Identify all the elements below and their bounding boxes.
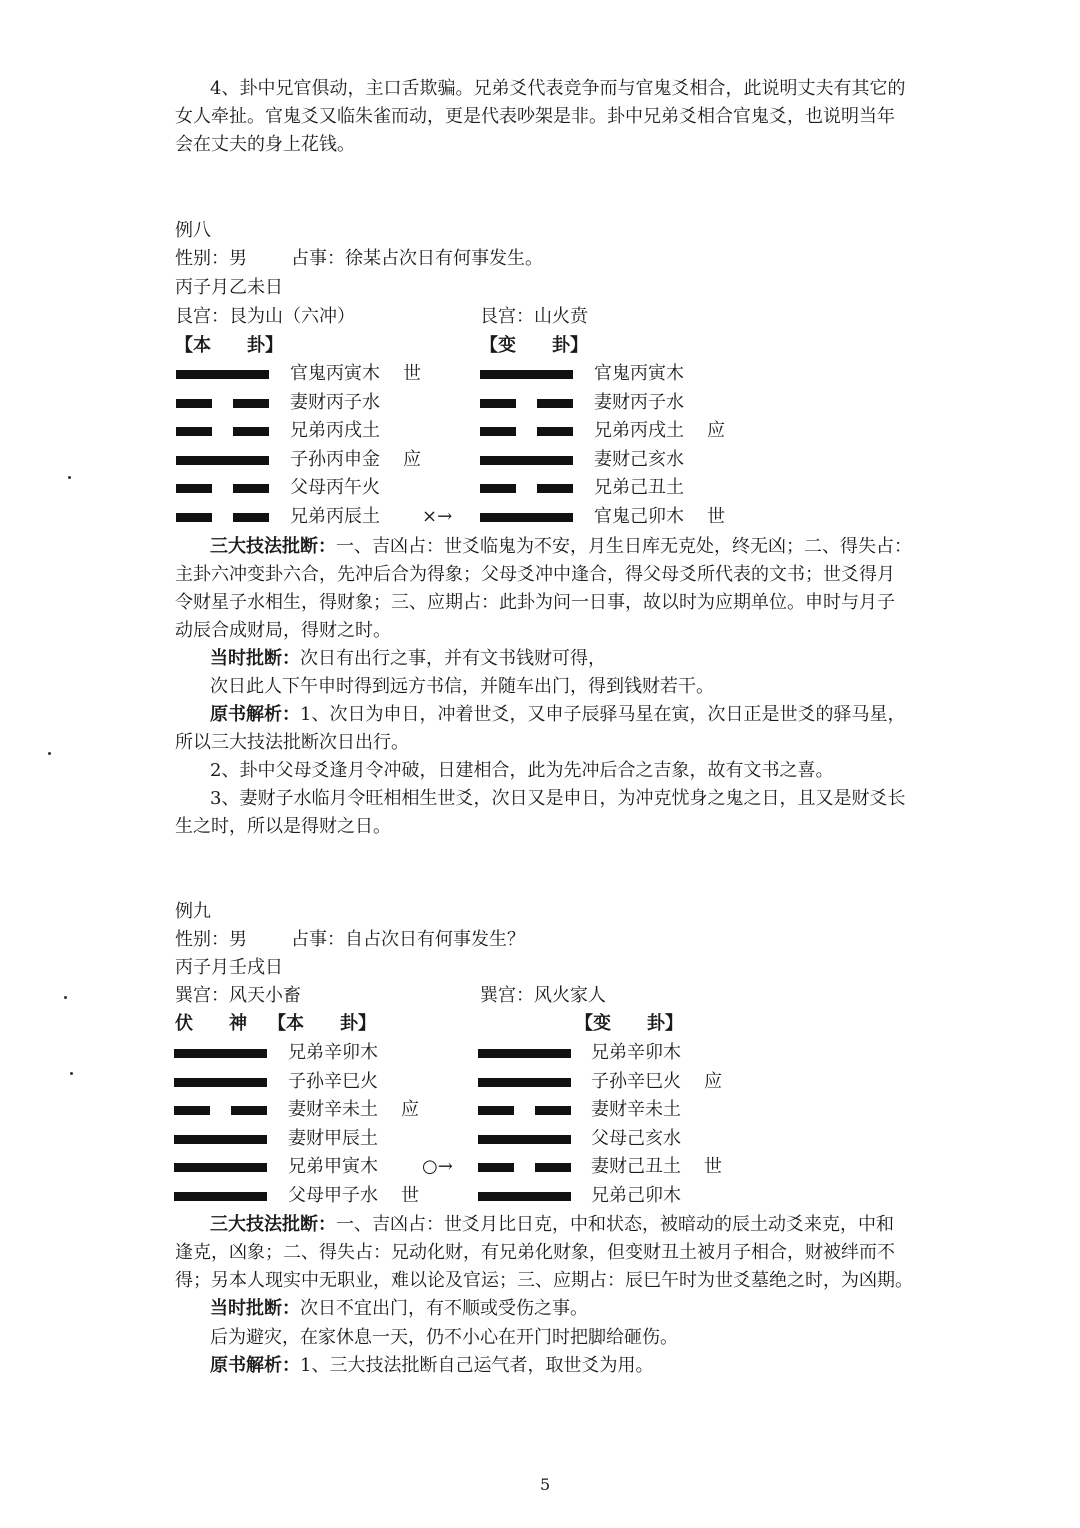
example-9-title: 例九 [175,901,211,922]
yang-line [174,1163,267,1172]
changed-line-marker: 应 [704,1070,722,1092]
hexagram-row [0,392,1080,414]
ex8-orig-line-1 [210,704,955,726]
ex9-orig-text-1: 1、三大技法批断自己运气者，取世爻为用。 [300,1355,654,1376]
ex9-header-main: 【本 卦】 [268,1013,376,1034]
ex9-analysis-line-3: 得；另本人现实中无职业，难以论及官运；三、应期占：辰巳午时为世爻墓绝之时，为凶期。 [175,1270,913,1291]
hexagram-row [0,1071,1080,1093]
changed-line-marker: 世 [704,1156,722,1177]
ex8-header-main: 【本 卦】 [175,335,283,356]
ex9-analysis-label: 三大技法批断： [210,1214,336,1235]
yang-line [174,1135,267,1144]
ex9-palace-main: 巽宫：风天小畜 [175,985,301,1006]
changed-line-label: 子孙辛巳火 [591,1070,681,1092]
ex9-judgment-line [210,1298,955,1320]
changed-line-label: 妻财辛未土 [591,1099,681,1120]
yin-line-right [537,484,573,493]
main-line-label: 父母丙午火 [290,477,380,498]
changed-line-label: 官鬼己卯木 [594,505,684,527]
changed-line-label: 官鬼丙寅木 [594,363,684,384]
ex8-analysis-line-4: 动辰合成财局，得财之时。 [175,620,391,641]
changed-line-marker: 世 [707,505,725,527]
yin-line-right [537,399,573,408]
yin-line-left [176,399,212,408]
changed-line-label: 妻财丙子水 [594,391,684,413]
ex8-analysis-text-1: 一、吉凶占：世爻临鬼为不安，月生日库无克处，终无凶；二、得失占： [336,536,912,557]
ex9-analysis-text-1: 一、吉凶占：世爻月比日克，中和状态，被暗动的辰土动爻来克，中和 [336,1214,894,1235]
ex9-orig-label: 原书解析： [210,1355,300,1376]
main-line-marker: 应 [403,448,421,470]
ex8-judgment-label: 当时批断： [210,648,300,669]
ex8-analysis-label: 三大技法批断： [210,536,336,557]
hexagram-row [0,420,1080,442]
yin-line-left [174,1106,210,1115]
ex8-date: 丙子月乙未日 [175,277,283,298]
changed-line-marker: 应 [707,420,725,441]
changed-line-label: 兄弟丙戌土 [594,420,684,441]
yin-line-right [535,1163,571,1172]
ex9-date: 丙子月壬戌日 [175,957,283,978]
yang-line [174,1078,267,1087]
page-number: 5 [540,1475,551,1494]
changed-line-label: 兄弟己丑土 [594,477,684,498]
main-line-label: 子孙辛巳火 [288,1070,378,1092]
ex8-orig-line-3b: 生之时，所以是得财之日。 [175,816,391,837]
yin-line-right [233,399,269,408]
hexagram-row [0,1128,1080,1150]
hexagram-row [0,506,1080,528]
example-8-title: 例八 [175,220,211,241]
ex8-analysis-line-1 [210,536,955,558]
hexagram-row [0,363,1080,385]
ex8-judgment-text: 次日有出行之事，并有文书钱财可得， [300,648,606,669]
hexagram-row [0,449,1080,471]
ex9-orig-line-1 [210,1355,955,1377]
yin-line-right [233,484,269,493]
yin-line-right [233,513,269,522]
main-line-marker: 应 [401,1099,419,1120]
hexagram-row [0,1099,1080,1121]
intro-line-3: 会在丈夫的身上花钱。 [175,134,355,155]
hexagram-row [0,1185,1080,1207]
main-line-marker: 世 [403,363,421,384]
ex9-analysis-line-1 [210,1214,955,1236]
ex9-judgment-label: 当时批断： [210,1298,300,1319]
scan-speck [48,752,51,755]
yang-line [478,1049,571,1058]
changed-line-label: 父母己亥水 [591,1127,681,1149]
ex8-orig-line-3a: 3、妻财子水临月令旺相相生世爻，次日又是申日，为冲克忧身之鬼之日，且又是财爻长 [210,788,906,809]
scan-speck [68,476,71,479]
yin-line-right [231,1106,267,1115]
ex9-gender: 性别：男 [175,929,247,950]
ex8-orig-text-1a: 1、次日为申日，冲着世爻，又申子辰驿马星在寅，次日正是世爻的驿马星， [300,704,906,725]
changed-line-label: 兄弟己卯木 [591,1184,681,1206]
yang-line [478,1192,571,1201]
hexagram-row [0,1156,1080,1178]
main-line-label: 兄弟甲寅木 [288,1156,378,1177]
ex9-header-fushen: 伏 神 [175,1013,247,1034]
yin-line-right [537,427,573,436]
main-line-label: 兄弟丙辰土 [290,505,380,527]
moving-line-symbol: ×→ [422,505,453,527]
main-line-label: 兄弟辛卯木 [288,1042,378,1063]
yang-line [174,1192,267,1201]
ex8-gender: 性别：男 [175,248,247,269]
ex8-result-line: 次日此人下午申时得到远方书信，并随车出门，得到钱财若干。 [210,676,714,697]
yang-line [174,1049,267,1058]
main-line-marker: 世 [401,1184,419,1206]
yin-line-left [480,427,516,436]
yin-line-left [176,427,212,436]
yang-line [176,456,269,465]
yin-line-left [176,513,212,522]
hexagram-row [0,477,1080,499]
ex8-analysis-line-2: 主卦六冲变卦六合，先冲后合为得象；父母爻冲中逢合，得父母爻所代表的文书；世爻得月 [175,564,895,585]
yin-line-left [480,399,516,408]
yin-line-left [480,484,516,493]
intro-line-1: 4、卦中兄官俱动，主口舌欺骗。兄弟爻代表竞争而与官鬼爻相合，此说明丈夫有其它的 [210,78,906,99]
changed-line-label: 妻财己丑土 [591,1156,681,1177]
hexagram-row [0,1042,1080,1064]
yang-line [478,1078,571,1087]
ex9-palace-changed: 巽宫：风火家人 [480,985,606,1006]
yin-line-right [233,427,269,436]
main-line-label: 子孙丙申金 [290,448,380,470]
yang-line [480,513,573,522]
main-line-label: 官鬼丙寅木 [290,363,380,384]
yang-line [480,370,573,379]
ex9-judgment-text: 次日不宜出门，有不顺或受伤之事。 [300,1298,588,1319]
ex9-header-changed: 【变 卦】 [575,1013,683,1034]
main-line-label: 父母甲子水 [288,1184,378,1206]
changed-line-label: 兄弟辛卯木 [591,1042,681,1063]
changed-line-label: 妻财己亥水 [594,448,684,470]
ex8-orig-label: 原书解析： [210,704,300,725]
yang-line [480,456,573,465]
ex8-judgment-line [210,648,955,670]
ex8-matter: 占事：徐某占次日有何事发生。 [291,248,543,269]
ex8-palace-changed: 艮宫：山火贲 [480,306,588,327]
yin-line-left [478,1106,514,1115]
yang-line [478,1135,571,1144]
scan-speck [70,1072,73,1075]
yin-line-left [478,1163,514,1172]
moving-line-symbol: ○→ [422,1156,453,1177]
scan-speck [64,996,67,999]
ex9-matter: 占事：自占次日有何事发生？ [291,929,525,950]
yin-line-left [176,484,212,493]
main-line-label: 兄弟丙戌土 [290,420,380,441]
ex8-palace-main: 艮宫：艮为山（六冲） [175,306,355,327]
yang-line [176,370,269,379]
ex8-analysis-line-3: 令财星子水相生，得财象；三、应期占：此卦为问一日事，故以时为应期单位。申时与月子 [175,592,895,613]
main-line-label: 妻财丙子水 [290,391,380,413]
intro-line-2: 女人牵扯。官鬼爻又临朱雀而动，更是代表吵架是非。卦中兄弟爻相合官鬼爻，也说明当年 [175,106,895,127]
ex9-analysis-line-2: 逢克，凶象；二、得失占：兄动化财，有兄弟化财象，但变财丑土被月子相合，财被绊而不 [175,1242,895,1263]
main-line-label: 妻财辛未土 [288,1099,378,1120]
main-line-label: 妻财甲辰土 [288,1127,378,1149]
ex8-orig-line-1b: 所以三大技法批断次日出行。 [175,732,409,753]
ex8-orig-line-2: 2、卦中父母爻逢月令冲破，日建相合，此为先冲后合之吉象，故有文书之喜。 [210,760,834,781]
ex8-header-changed: 【变 卦】 [480,335,588,356]
ex9-result-line: 后为避灾，在家休息一天，仍不小心在开门时把脚给砸伤。 [210,1327,678,1348]
yin-line-right [535,1106,571,1115]
